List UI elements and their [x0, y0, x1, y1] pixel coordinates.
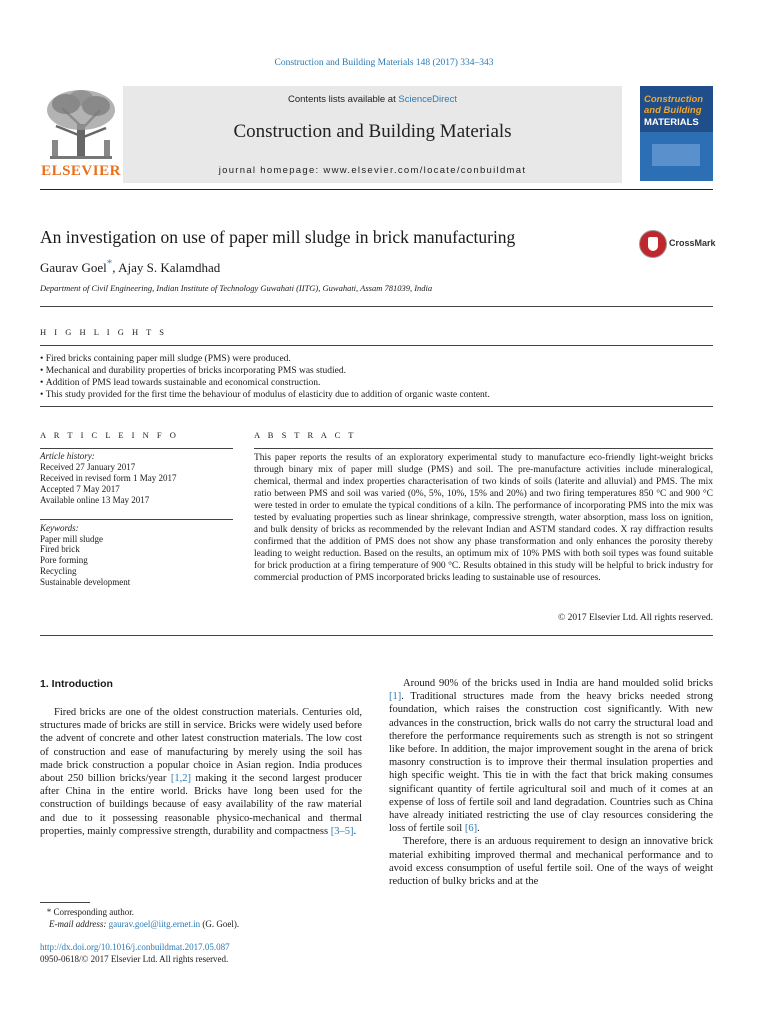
paragraph-text: making it the second largest producer after China in the entire world. Bricks have long been used for the construction of buildings because of easy availability of the raw material and due to it possessing reasonable physico-mechanical and thermal properties, mainly compressive strength, durability and compactness — [40, 773, 362, 837]
section-rule — [40, 306, 713, 307]
body-column-left — [40, 706, 362, 838]
history-entry: Received 27 January 2017 — [40, 462, 136, 472]
paragraph-text: . — [477, 823, 480, 835]
paragraph-text: Around 90% of the bricks used in India are hand moulded solid bricks — [403, 678, 713, 689]
tree-illustration-icon — [40, 86, 122, 162]
highlight-item: • Addition of PMS lead towards sustainable and economical construction. — [40, 377, 713, 389]
reference-link[interactable]: [3–5] — [330, 825, 354, 837]
keyword-item: Paper mill sludge — [40, 533, 103, 544]
paper-title: An investigation on use of paper mill sludge in brick manufacturing — [40, 227, 516, 247]
reference-link[interactable]: [1,2] — [170, 773, 191, 785]
keyword-item: Fired brick — [40, 544, 80, 555]
history-entry: Received in revised form 1 May 2017 — [40, 473, 177, 483]
author-email-link[interactable]: gaurav.goel@iitg.ernet.in — [108, 919, 201, 929]
email-suffix: (G. Goel). — [200, 919, 240, 929]
author-affiliation: Department of Civil Engineering, Indian Institute of Technology Guwahati (IITG), Guwahati, Assam 781039, India — [40, 283, 433, 293]
section-rule — [40, 635, 713, 636]
journal-citation-link[interactable]: Construction and Building Materials 148 (2017) 334–343 — [274, 58, 494, 68]
body-column-right — [389, 677, 713, 888]
section-rule — [40, 519, 233, 520]
section-rule — [40, 448, 233, 449]
corresponding-author-mark[interactable]: * — [106, 257, 113, 270]
footnote-line — [40, 918, 239, 930]
history-entry: Available online 13 May 2017 — [40, 495, 150, 505]
keyword-item: Pore forming — [40, 555, 88, 566]
highlights-heading: H I G H L I G H T S — [40, 327, 167, 337]
journal-homepage-line[interactable]: journal homepage: www.elsevier.com/locate/conbuildmat — [218, 165, 527, 176]
corresponding-author-footnote — [40, 906, 239, 930]
reference-link[interactable]: [1] — [389, 691, 402, 703]
footnote-line — [40, 906, 239, 918]
paragraph-text: . Traditional structures made from the heavy bricks needed strong foundation, which raises the construction cost significantly. With new advances in the construction, brick walls do not carry the structural load and therefore the performance requirements such as strength is not so stringent like before. In addition, the major improvement sought in the arena of brick masonry construction is to improve their thermal insulation properties and high specific weight. This tie in with the fact that brick making consumes significant quantity of fertile agricultural soil and much of it comes at an expense of loss of fertile soil and land degradation. Countries such as China have already initiated restricting the use of clay resources considering the loss of fertile soil — [389, 691, 713, 835]
abstract-heading: A B S T R A C T — [254, 430, 357, 440]
footnote-text: Corresponding author. — [51, 907, 134, 917]
abstract-copyright: © 2017 Elsevier Ltd. All rights reserved. — [558, 613, 713, 623]
paragraph-text: Fired bricks are one of the oldest construction materials. Centuries old, structures made of bricks are still in service. Bricks were widely used before the advent of concrete and other latest construction materials. The low cost of construction and ease of manufacturing by merely using the soil has made brick construction a popular choice in Asian region. India produces about 250 billion bricks/year — [40, 707, 362, 785]
crossmark-icon — [639, 230, 667, 258]
article-history — [40, 451, 233, 506]
highlight-item: • This study provided for the first time the behaviour of modulus of elasticity due to addition of organic waste content. — [40, 389, 713, 401]
cover-title: Construction and Building — [644, 94, 704, 116]
keywords-block — [40, 523, 233, 587]
author-separator: , — [112, 260, 119, 275]
crossmark-button[interactable] — [639, 230, 716, 258]
history-entry: Accepted 7 May 2017 — [40, 484, 120, 494]
section-rule — [254, 448, 713, 449]
author-name[interactable]: Ajay S. Kalamdhad — [118, 260, 221, 275]
section-rule — [40, 406, 713, 407]
elsevier-wordmark: ELSEVIER — [41, 163, 121, 179]
keywords-heading: Keywords: — [40, 523, 79, 533]
section-rule — [40, 345, 713, 346]
keyword-item: Recycling — [40, 565, 77, 576]
author-list — [40, 257, 221, 276]
doi-block — [40, 942, 230, 965]
body-paragraph — [40, 706, 362, 838]
issn-copyright-line: 0950-0618/© 2017 Elsevier Ltd. All rights reserved. — [40, 953, 229, 964]
paragraph-text: . — [353, 825, 357, 837]
doi-link[interactable]: http://dx.doi.org/10.1016/j.conbuildmat.2017.05.087 — [40, 942, 230, 952]
contents-available-line — [123, 94, 622, 105]
body-paragraph: Therefore, there is an arduous requirement to design an innovative brick material exhibiting improved thermal and mechanical performance and to avoid excess consumption of useful fertile soil. One of the ways of weight reduction of bulky bricks and at the — [389, 836, 713, 888]
footnote-mark: * — [46, 907, 52, 917]
author-name[interactable]: Gaurav Goel — [40, 260, 107, 275]
journal-cover-thumbnail[interactable] — [640, 86, 713, 181]
sciencedirect-link[interactable]: ScienceDirect — [398, 94, 457, 105]
keyword-item: Sustainable development — [40, 576, 131, 587]
highlight-item: • Mechanical and durability properties of bricks incorporating PMS was studied. — [40, 365, 713, 377]
email-label: E-mail address: — [49, 919, 109, 929]
crossmark-label: CrossMark — [669, 238, 716, 248]
highlight-item: • Fired bricks containing paper mill sludge (PMS) were produced. — [40, 353, 713, 365]
body-paragraph — [389, 677, 713, 835]
journal-title: Construction and Building Materials — [233, 121, 512, 142]
cover-subtitle: MATERIALS — [644, 117, 699, 128]
history-heading: Article history: — [40, 451, 95, 461]
section-heading: 1. Introduction — [40, 678, 113, 690]
abstract-text: This paper reports the results of an exploratory experimental study to manufacture eco-friendly light-weight bricks through binary mix of paper mill sludge (PMS) and soil. The pre-manufacture activities include mineralogical, chemical, thermal and index properties characterisation of two kinds of soils (laterite and alluvial) and PMS. The mix ratio between PMS and soil was varied (0%, 5%, 10%, 15% and 20%) and two firing temperatures 850 °C and 900 °C were tested in order to emulate the typical conditions of a kiln. The performance of incorporating PMS into the mix was tested by evaluating properties such as linear shrinkage, compressive strength, water absorption, mass loss on ignition, and bulk density of bricks as recommended by the relevant Indian and ASTM standard codes. X ray diffraction results confirmed that the addition of PMS does not show any phase transformation and only enhances the porosity thereby leading to weight reduction. Based on the results, an optimum mix of 10% PMS with both soil types was found suitable for brick production at a firing temperature of 900 °C. Results obtained in this study will be helpful to brick industry for commercial production of PMS incorporated bricks leading to sustainable use of resources. — [254, 453, 713, 583]
contents-prefix: Contents lists available at — [288, 94, 399, 105]
cover-image-block — [652, 144, 700, 166]
header-rule — [40, 189, 713, 190]
footnote-rule — [40, 902, 90, 903]
highlights-list — [40, 353, 713, 401]
reference-link[interactable]: [6] — [464, 823, 478, 835]
article-info-heading: A R T I C L E I N F O — [40, 430, 179, 440]
